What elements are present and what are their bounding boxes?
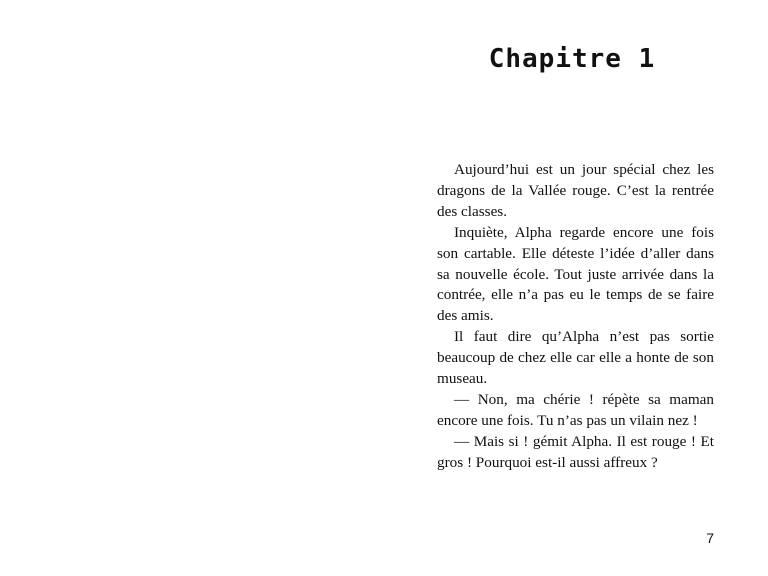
paragraph-1: Aujourd’hui est un jour spécial chez les dragons de la Vallée rouge. C’est la rentrée des classes.	[437, 161, 714, 220]
paragraph-4: — Non, ma chérie ! répète sa maman encore une fois. Tu n’as pas un vilain nez !	[437, 390, 714, 429]
chapter-title: Chapitre 1	[488, 44, 656, 74]
paragraph-2: Inquiète, Alpha regarde encore une fois son cartable. Elle déteste l’idée d’aller dans sa nouvelle école. Tout juste arrivée dans la contrée, elle n’a pas eu le temps de se faire des amis.	[437, 223, 714, 325]
page-number: 7	[706, 530, 714, 546]
paragraph-3: Il faut dire qu’Alpha n’est pas sortie beaucoup de chez elle car elle a honte de son museau.	[437, 328, 714, 388]
paragraph-5: — Mais si ! gémit Alpha. Il est rouge ! Et gros ! Pourquoi est-il aussi affreux ?	[437, 432, 714, 471]
chapter-body	[437, 160, 714, 474]
